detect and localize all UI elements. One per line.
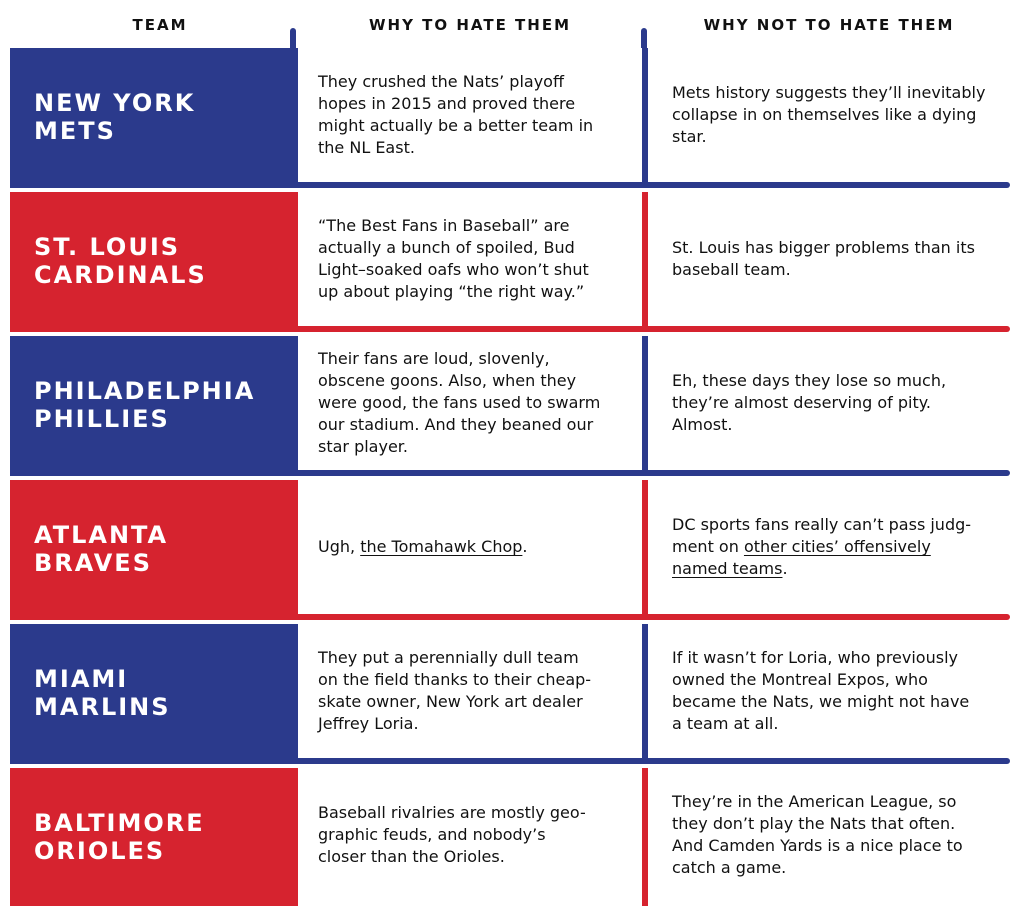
column-divider (642, 336, 648, 474)
why-text: They crushed the Nats’ playoff hopes in 2015 and proved there might actually be a better team in the NL East. (318, 72, 594, 157)
row-divider (10, 614, 1010, 620)
table-row-cardinals (10, 192, 1010, 330)
column-divider (292, 48, 298, 186)
row-divider (10, 326, 1010, 332)
table-row-orioles (10, 768, 1010, 906)
why-text: Baseball rivalries are mostly geo- graphic feuds, and nobody’s closer than the Orioles. (318, 803, 586, 866)
team-name: ATLANTA BRAVES (34, 521, 169, 577)
team-name: MIAMI MARLINS (34, 665, 171, 721)
tomahawk-chop-link[interactable]: the Tomahawk Chop (360, 537, 523, 556)
why-text-suffix: . (522, 537, 528, 556)
why-not-text-suffix: . (782, 559, 788, 578)
header-team: TEAM (132, 16, 188, 34)
table-row-phillies (10, 336, 1010, 474)
why-cell (306, 192, 642, 326)
table-row-braves (10, 480, 1010, 618)
why-text: They put a perennially dull team on the field thanks to their cheap- skate owner, New York art dealer Jeffrey Loria. (318, 648, 592, 733)
why-not-text: St. Louis has bigger problems than its baseball team. (672, 238, 975, 279)
why-not-text: They’re in the American League, so they don’t play the Nats that often. And Camden Yards is a nice place to catch a game. (672, 792, 963, 877)
team-cell (10, 480, 296, 618)
why-not-text: Eh, these days they lose so much, they’re almost deserving of pity. Almost. (672, 371, 947, 434)
why-not-cell (658, 48, 1010, 182)
table-row-mets (10, 48, 1010, 186)
column-divider (642, 768, 648, 906)
why-not-cell (658, 768, 1010, 902)
header-why-not-to-hate: WHY NOT TO HATE THEM (703, 16, 955, 34)
column-divider (642, 480, 648, 618)
team-cell (10, 48, 296, 186)
table-row-marlins (10, 624, 1010, 762)
why-cell (306, 768, 642, 902)
column-divider (292, 192, 298, 330)
column-divider (642, 192, 648, 330)
why-text: Their fans are loud, slovenly, obscene goons. Also, when they were good, the fans used to swarm our stadium. And they beaned our star player. (318, 349, 601, 456)
why-text-prefix: Ugh, (318, 537, 361, 556)
team-name: NEW YORK METS (34, 89, 196, 145)
team-cell (10, 192, 296, 330)
column-divider (292, 480, 298, 618)
why-not-cell (658, 624, 1010, 758)
why-cell (306, 624, 642, 758)
why-text: “The Best Fans in Baseball” are actually a bunch of spoiled, Bud Light–soaked oafs who won’t shut up about playing “the right way.” (318, 216, 589, 301)
team-name: PHILADELPHIA PHILLIES (34, 377, 256, 433)
team-cell (10, 624, 296, 762)
why-not-text-prefix: DC sports fans really can’t pass judg- ment on (672, 515, 972, 556)
why-cell (306, 480, 642, 614)
why-cell (306, 48, 642, 182)
team-name: BALTIMORE ORIOLES (34, 809, 205, 865)
column-divider-top (641, 28, 647, 48)
header-why-to-hate: WHY TO HATE THEM (368, 16, 572, 34)
column-divider (642, 624, 648, 762)
column-divider (642, 48, 648, 186)
row-divider (10, 470, 1010, 476)
team-cell (10, 336, 296, 474)
why-not-cell (658, 192, 1010, 326)
column-divider (292, 624, 298, 762)
offensively-named-teams-link[interactable]: other cities’ offensively named teams (672, 537, 931, 578)
why-not-cell (658, 480, 1010, 614)
why-not-text: Mets history suggests they’ll inevitably collapse in on themselves like a dying star. (672, 83, 986, 146)
team-cell (10, 768, 296, 906)
why-not-text: If it wasn’t for Loria, who previously owned the Montreal Expos, who became the Nats, we might not have a team at all. (672, 648, 970, 733)
row-divider (10, 758, 1010, 764)
why-not-cell (658, 336, 1010, 470)
why-not-text (672, 514, 971, 580)
row-divider (10, 182, 1010, 188)
why-text (318, 536, 528, 558)
team-name: ST. LOUIS CARDINALS (34, 233, 207, 289)
column-divider (292, 768, 298, 906)
column-divider (292, 336, 298, 474)
why-cell (306, 336, 642, 470)
column-divider-top (290, 28, 296, 48)
